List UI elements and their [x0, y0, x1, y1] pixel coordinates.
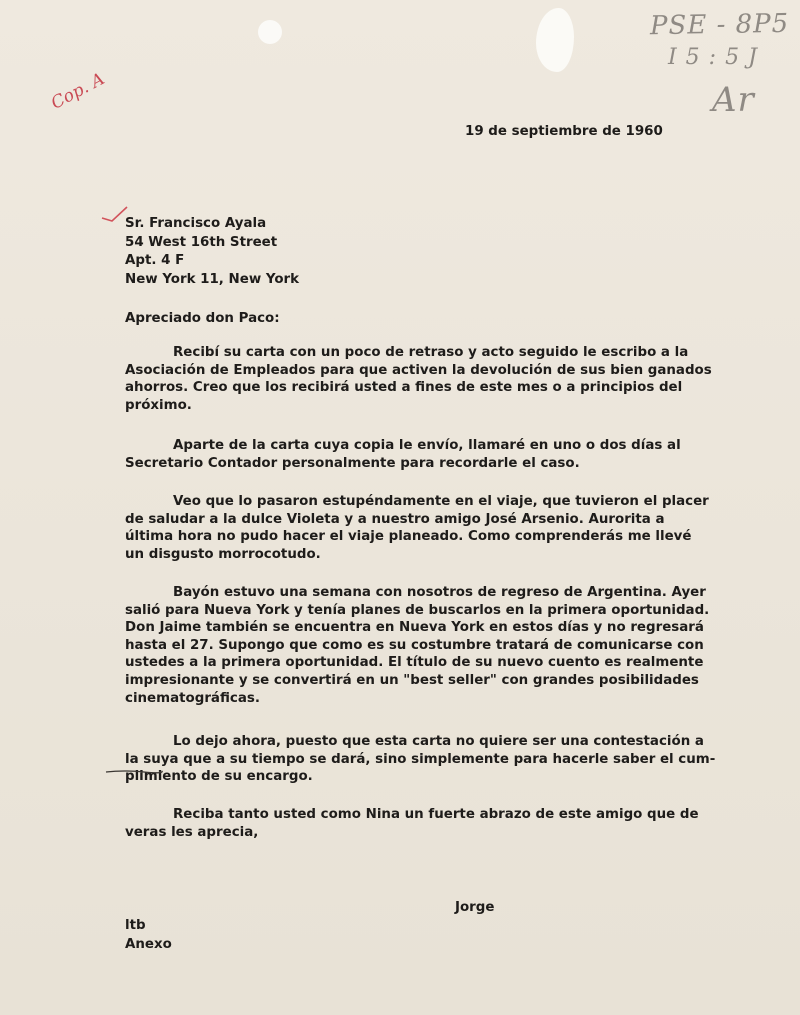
paragraph-line: Aparte de la carta cuya copia le envío, llamaré en uno o dos días al — [173, 438, 681, 453]
paragraph-line: de saludar a la dulce Violeta y a nuestro amigo José Arsenio. Aurorita a — [125, 511, 665, 527]
paragraph-line: Secretario Contador personalmente para recordarle el caso. — [125, 455, 580, 471]
paragraph-line: Reciba tanto usted como Nina un fuerte abrazo de este amigo que de — [173, 807, 699, 822]
paragraph-line: un disgusto morrocotudo. — [125, 546, 321, 562]
paragraph-line: impresionante y se convertirá en un "best seller" con grandes posibilidades — [125, 672, 699, 688]
paragraph-line: Bayón estuvo una semana con nosotros de regreso de Argentina. Ayer — [173, 585, 706, 600]
body-paragraph — [125, 806, 699, 841]
signature-name: Jorge — [455, 900, 495, 915]
paragraph-line: ustedes a la primera oportunidad. El título de su nuevo cuento es realmente — [125, 655, 704, 671]
recipient-apartment: Apt. 4 F — [125, 253, 185, 268]
pencil-initials-annotation: Ar — [712, 80, 755, 120]
archive-code-annotation: PSE - 8P5 — [649, 8, 790, 42]
paragraph-line: hasta el 27. Supongo que como es su costumbre tratará de comunicarse con — [125, 637, 704, 653]
paragraph-line: Veo que lo pasaron estupéndamente en el viaje, que tuvieron el placer — [173, 494, 709, 509]
salutation: Apreciado don Paco: — [125, 311, 280, 326]
paragraph-line: ahorros. Creo que los recibirá usted a fines de este mes o a principios del — [125, 380, 683, 396]
red-copy-annotation: Cop. A — [48, 69, 108, 114]
enclosure-note: Anexo — [125, 937, 172, 952]
paragraph-line: última hora no pudo hacer el viaje planeado. Como comprenderás me llevé — [125, 529, 692, 545]
letter-date: 19 de septiembre de 1960 — [465, 124, 663, 139]
recipient-city: New York 11, New York — [125, 272, 300, 287]
body-paragraph — [125, 733, 716, 786]
paragraph-line: cinematográficas. — [125, 690, 260, 706]
typist-initials: ltb — [125, 918, 146, 933]
paragraph-line: Lo dejo ahora, puesto que esta carta no quiere ser una contestación a — [173, 734, 704, 749]
pen-strikethrough-mark — [104, 768, 164, 776]
paragraph-line: plimiento de su encargo. — [125, 769, 313, 785]
paragraph-line: próximo. — [125, 397, 192, 413]
paper-tear — [536, 8, 574, 72]
paragraph-line: la suya que a su tiempo se dará, sino simplemente para hacerle saber el cum- — [125, 751, 716, 767]
archive-number-annotation: I 5 : 5 J — [668, 45, 758, 70]
body-paragraph — [125, 584, 710, 707]
paragraph-line: Asociación de Empleados para que activen la devolución de sus bien ganados — [125, 362, 712, 378]
punch-hole — [258, 20, 282, 44]
paragraph-line: Don Jaime también se encuentra en Nueva York en estos días y no regresará — [125, 620, 704, 636]
recipient-name: Sr. Francisco Ayala — [125, 216, 267, 231]
paragraph-line: salió para Nueva York y tenía planes de buscarlos en la primera oportunidad. — [125, 602, 710, 618]
paragraph-line: veras les aprecia, — [125, 824, 259, 840]
body-paragraph — [125, 344, 712, 414]
paragraph-line: Recibí su carta con un poco de retraso y acto seguido le escribo a la — [173, 345, 689, 360]
body-paragraph — [125, 437, 681, 472]
body-paragraph — [125, 493, 709, 563]
recipient-street: 54 West 16th Street — [125, 235, 278, 250]
